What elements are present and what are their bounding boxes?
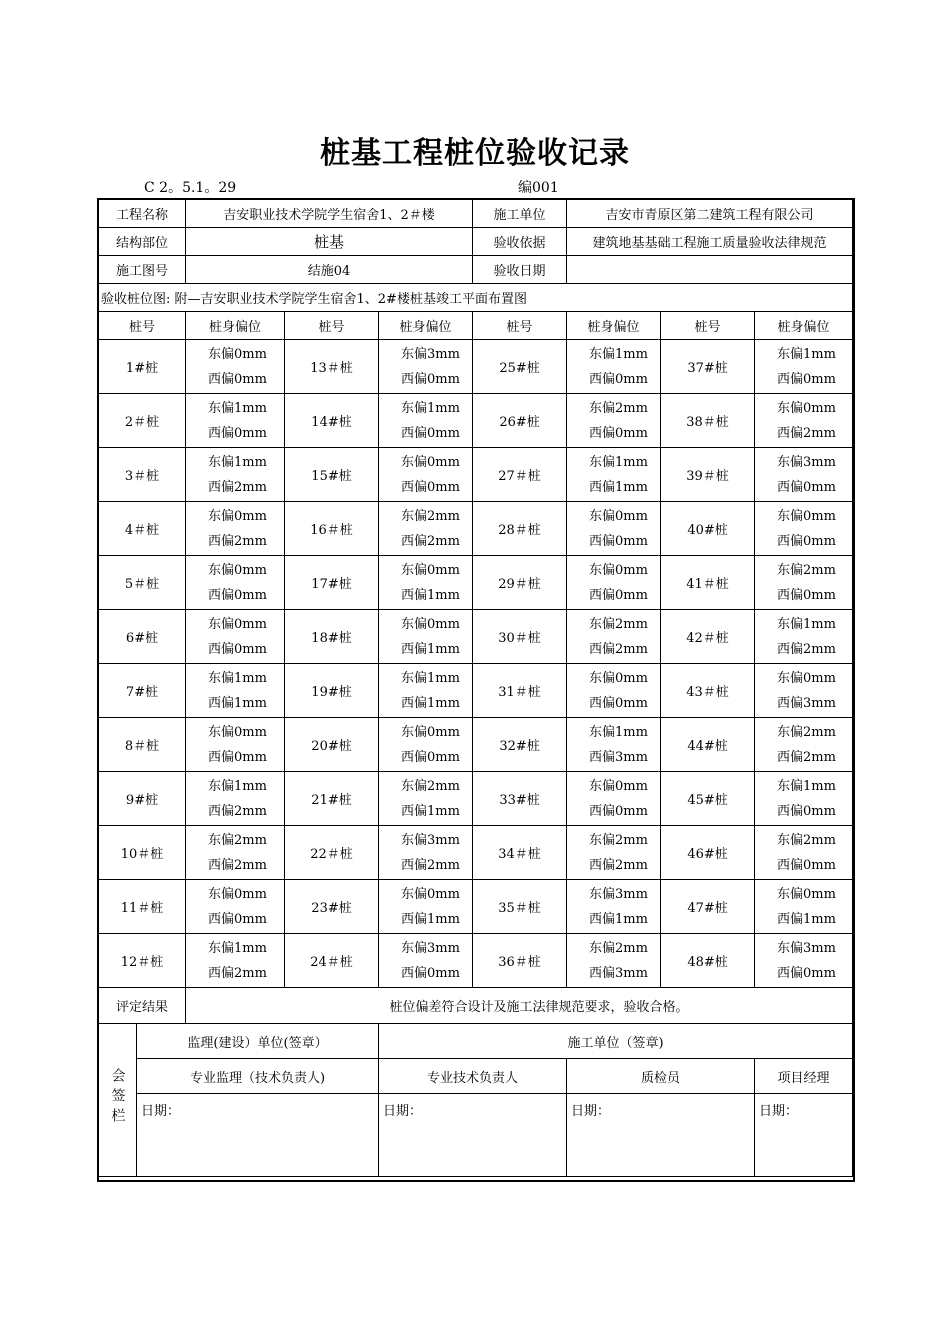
deviation-header: 桩身偏位 bbox=[567, 312, 661, 340]
west-deviation: 西偏1mm bbox=[401, 587, 460, 603]
pile-number: 27＃桩 bbox=[473, 448, 567, 502]
west-deviation: 西偏2mm bbox=[208, 479, 267, 495]
pile-deviation bbox=[755, 826, 853, 880]
contractor-value: 吉安市青原区第二建筑工程有限公司 bbox=[567, 200, 853, 228]
role-project-manager: 项目经理 bbox=[755, 1059, 853, 1094]
form-code: C 2。5.1。29 bbox=[144, 180, 237, 196]
pile-deviation bbox=[567, 502, 661, 556]
pile-deviation bbox=[567, 394, 661, 448]
pile-deviation bbox=[379, 826, 473, 880]
pile-number: 13＃桩 bbox=[285, 340, 379, 394]
structure-label: 结构部位 bbox=[99, 228, 186, 256]
west-deviation: 西偏0mm bbox=[401, 965, 460, 981]
east-deviation: 东偏1mm bbox=[777, 346, 836, 362]
pile-number: 3＃桩 bbox=[99, 448, 186, 502]
east-deviation: 东偏0mm bbox=[589, 508, 648, 524]
west-deviation: 西偏2mm bbox=[208, 857, 267, 873]
table-row bbox=[99, 610, 853, 664]
pile-deviation bbox=[379, 340, 473, 394]
pile-deviation bbox=[186, 664, 285, 718]
table-row bbox=[99, 556, 853, 610]
pile-number: 43＃桩 bbox=[661, 664, 755, 718]
pile-deviation bbox=[186, 448, 285, 502]
east-deviation: 东偏0mm bbox=[589, 778, 648, 794]
east-deviation: 东偏1mm bbox=[208, 400, 267, 416]
pile-number: 40#桩 bbox=[661, 502, 755, 556]
pile-number: 35＃桩 bbox=[473, 880, 567, 934]
pile-number: 26#桩 bbox=[473, 394, 567, 448]
west-deviation: 西偏0mm bbox=[777, 533, 836, 549]
east-deviation: 东偏1mm bbox=[208, 778, 267, 794]
pile-deviation bbox=[567, 448, 661, 502]
east-deviation: 东偏2mm bbox=[777, 724, 836, 740]
pile-deviation bbox=[379, 610, 473, 664]
east-deviation: 东偏0mm bbox=[208, 346, 267, 362]
drawing-label: 施工图号 bbox=[99, 256, 186, 284]
deviation-header: 桩身偏位 bbox=[186, 312, 285, 340]
east-deviation: 东偏0mm bbox=[777, 886, 836, 902]
pile-number: 6#桩 bbox=[99, 610, 186, 664]
west-deviation: 西偏2mm bbox=[208, 965, 267, 981]
table-row bbox=[99, 448, 853, 502]
pile-number: 2＃桩 bbox=[99, 394, 186, 448]
role-supervisor: 专业监理（技术负责人) bbox=[137, 1059, 379, 1094]
pile-number: 22＃桩 bbox=[285, 826, 379, 880]
pile-number: 14#桩 bbox=[285, 394, 379, 448]
pile-deviation bbox=[755, 664, 853, 718]
pile-number: 48#桩 bbox=[661, 934, 755, 988]
pile-deviation bbox=[379, 772, 473, 826]
pile-number: 25#桩 bbox=[473, 340, 567, 394]
east-deviation: 东偏3mm bbox=[401, 832, 460, 848]
pile-number: 23#桩 bbox=[285, 880, 379, 934]
pile-number: 12＃桩 bbox=[99, 934, 186, 988]
pile-deviation bbox=[567, 610, 661, 664]
pile-deviation bbox=[379, 934, 473, 988]
pile-number: 32#桩 bbox=[473, 718, 567, 772]
pile-number: 34＃桩 bbox=[473, 826, 567, 880]
pile-number: 10＃桩 bbox=[99, 826, 186, 880]
west-deviation: 西偏0mm bbox=[589, 695, 648, 711]
pile-deviation bbox=[567, 826, 661, 880]
serial-number: 编001 bbox=[518, 180, 559, 196]
east-deviation: 东偏1mm bbox=[401, 400, 460, 416]
date-field-supervisor[interactable]: 日期： bbox=[137, 1094, 379, 1177]
table-row bbox=[99, 718, 853, 772]
table-row bbox=[99, 502, 853, 556]
table-row bbox=[99, 340, 853, 394]
east-deviation: 东偏0mm bbox=[401, 454, 460, 470]
pile-number: 9#桩 bbox=[99, 772, 186, 826]
pile-deviation bbox=[186, 826, 285, 880]
east-deviation: 东偏2mm bbox=[777, 832, 836, 848]
east-deviation: 东偏2mm bbox=[589, 616, 648, 632]
pile-number: 47#桩 bbox=[661, 880, 755, 934]
west-deviation: 西偏1mm bbox=[589, 911, 648, 927]
role-tech-lead: 专业技术负责人 bbox=[379, 1059, 567, 1094]
pile-number: 15#桩 bbox=[285, 448, 379, 502]
west-deviation: 西偏0mm bbox=[589, 425, 648, 441]
pile-number: 38＃桩 bbox=[661, 394, 755, 448]
plan-note: 验收桩位图: 附—吉安职业技术学院学生宿舍1、2#楼桩基竣工平面布置图 bbox=[99, 284, 853, 312]
pile-deviation bbox=[567, 880, 661, 934]
structure-value: 桩基 bbox=[186, 228, 473, 256]
west-deviation: 西偏0mm bbox=[208, 641, 267, 657]
east-deviation: 东偏2mm bbox=[208, 832, 267, 848]
pile-deviation bbox=[755, 340, 853, 394]
east-deviation: 东偏0mm bbox=[401, 886, 460, 902]
west-deviation: 西偏3mm bbox=[589, 749, 648, 765]
pile-deviation bbox=[379, 448, 473, 502]
east-deviation: 东偏0mm bbox=[208, 508, 267, 524]
pile-deviation bbox=[755, 448, 853, 502]
basis-label: 验收依据 bbox=[473, 228, 567, 256]
west-deviation: 西偏0mm bbox=[589, 587, 648, 603]
pile-deviation bbox=[186, 394, 285, 448]
west-deviation: 西偏0mm bbox=[777, 479, 836, 495]
east-deviation: 东偏0mm bbox=[589, 562, 648, 578]
west-deviation: 西偏1mm bbox=[208, 695, 267, 711]
table-row bbox=[99, 394, 853, 448]
pile-number: 19#桩 bbox=[285, 664, 379, 718]
pile-number: 36＃桩 bbox=[473, 934, 567, 988]
pile-number: 17#桩 bbox=[285, 556, 379, 610]
west-deviation: 西偏2mm bbox=[208, 533, 267, 549]
west-deviation: 西偏0mm bbox=[589, 533, 648, 549]
east-deviation: 东偏2mm bbox=[589, 832, 648, 848]
pile-deviation bbox=[755, 880, 853, 934]
pile-deviation bbox=[755, 610, 853, 664]
date-label: 验收日期 bbox=[473, 256, 567, 284]
pile-deviation bbox=[186, 880, 285, 934]
pile-number: 39＃桩 bbox=[661, 448, 755, 502]
pile-deviation bbox=[755, 502, 853, 556]
east-deviation: 东偏2mm bbox=[589, 400, 648, 416]
countersign-text: 会签栏 bbox=[109, 1068, 126, 1128]
east-deviation: 东偏1mm bbox=[777, 778, 836, 794]
pile-deviation bbox=[755, 556, 853, 610]
east-deviation: 东偏1mm bbox=[777, 616, 836, 632]
drawing-value: 结施04 bbox=[186, 256, 473, 284]
pile-number: 33#桩 bbox=[473, 772, 567, 826]
pile-number: 42＃桩 bbox=[661, 610, 755, 664]
west-deviation: 西偏0mm bbox=[208, 749, 267, 765]
pile-number: 45#桩 bbox=[661, 772, 755, 826]
east-deviation: 东偏2mm bbox=[777, 562, 836, 578]
east-deviation: 东偏3mm bbox=[777, 454, 836, 470]
west-deviation: 西偏2mm bbox=[401, 857, 460, 873]
countersign-side-label bbox=[99, 1024, 137, 1177]
pile-number: 20#桩 bbox=[285, 718, 379, 772]
document-title: 桩基工程桩位验收记录 bbox=[320, 136, 630, 171]
pile-deviation bbox=[379, 502, 473, 556]
east-deviation: 东偏3mm bbox=[777, 940, 836, 956]
west-deviation: 西偏2mm bbox=[589, 641, 648, 657]
pile-no-header: 桩号 bbox=[661, 312, 755, 340]
west-deviation: 西偏0mm bbox=[208, 587, 267, 603]
west-deviation: 西偏0mm bbox=[777, 587, 836, 603]
pile-number: 30＃桩 bbox=[473, 610, 567, 664]
west-deviation: 西偏1mm bbox=[401, 695, 460, 711]
east-deviation: 东偏3mm bbox=[589, 886, 648, 902]
result-value: 桩位偏差符合设计及施工法律规范要求，验收合格。 bbox=[186, 988, 853, 1024]
basis-value: 建筑地基基础工程施工质量验收法律规范 bbox=[567, 228, 853, 256]
west-deviation: 西偏2mm bbox=[208, 803, 267, 819]
pile-deviation bbox=[379, 394, 473, 448]
west-deviation: 西偏2mm bbox=[589, 857, 648, 873]
table-row bbox=[99, 934, 853, 988]
west-deviation: 西偏0mm bbox=[777, 965, 836, 981]
contractor-label: 施工单位 bbox=[473, 200, 567, 228]
pile-no-header: 桩号 bbox=[99, 312, 186, 340]
east-deviation: 东偏3mm bbox=[401, 346, 460, 362]
east-deviation: 东偏0mm bbox=[401, 616, 460, 632]
east-deviation: 东偏1mm bbox=[589, 346, 648, 362]
pile-deviation bbox=[379, 556, 473, 610]
west-deviation: 西偏1mm bbox=[401, 641, 460, 657]
east-deviation: 东偏0mm bbox=[777, 670, 836, 686]
date-value bbox=[567, 256, 853, 284]
pile-rows bbox=[99, 340, 853, 988]
result-label: 评定结果 bbox=[99, 988, 186, 1024]
west-deviation: 西偏3mm bbox=[589, 965, 648, 981]
east-deviation: 东偏1mm bbox=[208, 940, 267, 956]
pile-number: 21#桩 bbox=[285, 772, 379, 826]
east-deviation: 东偏0mm bbox=[589, 670, 648, 686]
pile-deviation bbox=[379, 880, 473, 934]
east-deviation: 东偏0mm bbox=[777, 400, 836, 416]
pile-deviation bbox=[755, 394, 853, 448]
west-deviation: 西偏1mm bbox=[777, 911, 836, 927]
east-deviation: 东偏0mm bbox=[208, 616, 267, 632]
pile-deviation bbox=[186, 934, 285, 988]
pile-deviation bbox=[755, 934, 853, 988]
pile-deviation bbox=[186, 772, 285, 826]
east-deviation: 东偏0mm bbox=[208, 562, 267, 578]
east-deviation: 东偏0mm bbox=[777, 508, 836, 524]
west-deviation: 西偏0mm bbox=[589, 371, 648, 387]
west-deviation: 西偏2mm bbox=[401, 533, 460, 549]
pile-deviation bbox=[567, 718, 661, 772]
east-deviation: 东偏1mm bbox=[208, 454, 267, 470]
east-deviation: 东偏1mm bbox=[401, 670, 460, 686]
project-name-value: 吉安职业技术学院学生宿舍1、2＃楼 bbox=[186, 200, 473, 228]
pile-number: 5＃桩 bbox=[99, 556, 186, 610]
west-deviation: 西偏1mm bbox=[589, 479, 648, 495]
east-deviation: 东偏2mm bbox=[589, 940, 648, 956]
pile-no-header: 桩号 bbox=[285, 312, 379, 340]
west-deviation: 西偏0mm bbox=[208, 911, 267, 927]
table-row bbox=[99, 772, 853, 826]
pile-number: 18#桩 bbox=[285, 610, 379, 664]
deviation-header: 桩身偏位 bbox=[755, 312, 853, 340]
west-deviation: 西偏0mm bbox=[208, 371, 267, 387]
table-row bbox=[99, 826, 853, 880]
east-deviation: 东偏0mm bbox=[401, 562, 460, 578]
pile-deviation bbox=[186, 718, 285, 772]
pile-no-header: 桩号 bbox=[473, 312, 567, 340]
pile-deviation bbox=[567, 556, 661, 610]
deviation-header: 桩身偏位 bbox=[379, 312, 473, 340]
east-deviation: 东偏2mm bbox=[401, 778, 460, 794]
west-deviation: 西偏0mm bbox=[401, 479, 460, 495]
pile-deviation bbox=[567, 772, 661, 826]
pile-deviation bbox=[379, 664, 473, 718]
pile-number: 1#桩 bbox=[99, 340, 186, 394]
east-deviation: 东偏1mm bbox=[589, 724, 648, 740]
west-deviation: 西偏0mm bbox=[208, 425, 267, 441]
west-deviation: 西偏0mm bbox=[777, 803, 836, 819]
east-deviation: 东偏0mm bbox=[208, 724, 267, 740]
west-deviation: 西偏0mm bbox=[589, 803, 648, 819]
pile-deviation bbox=[186, 610, 285, 664]
pile-number: 29＃桩 bbox=[473, 556, 567, 610]
west-deviation: 西偏3mm bbox=[777, 695, 836, 711]
pile-number: 7#桩 bbox=[99, 664, 186, 718]
pile-number: 28＃桩 bbox=[473, 502, 567, 556]
pile-deviation bbox=[379, 718, 473, 772]
pile-deviation bbox=[186, 502, 285, 556]
pile-number: 37#桩 bbox=[661, 340, 755, 394]
table-row bbox=[99, 880, 853, 934]
contractor-unit-label: 施工单位（签章) bbox=[379, 1024, 853, 1059]
east-deviation: 东偏0mm bbox=[208, 886, 267, 902]
west-deviation: 西偏2mm bbox=[777, 641, 836, 657]
east-deviation: 东偏3mm bbox=[401, 940, 460, 956]
pile-deviation bbox=[567, 340, 661, 394]
west-deviation: 西偏0mm bbox=[401, 749, 460, 765]
pile-number: 8＃桩 bbox=[99, 718, 186, 772]
west-deviation: 西偏0mm bbox=[777, 857, 836, 873]
date-field-project-manager[interactable]: 日期： bbox=[755, 1094, 853, 1177]
table-row bbox=[99, 664, 853, 718]
pile-deviation bbox=[567, 664, 661, 718]
east-deviation: 东偏1mm bbox=[208, 670, 267, 686]
pile-deviation bbox=[755, 718, 853, 772]
pile-number: 44#桩 bbox=[661, 718, 755, 772]
west-deviation: 西偏0mm bbox=[777, 371, 836, 387]
project-name-label: 工程名称 bbox=[99, 200, 186, 228]
pile-number: 4＃桩 bbox=[99, 502, 186, 556]
west-deviation: 西偏1mm bbox=[401, 911, 460, 927]
column-header-row bbox=[99, 312, 853, 340]
pile-deviation bbox=[186, 556, 285, 610]
supervisor-unit-label: 监理(建设）单位(签章） bbox=[137, 1024, 379, 1059]
pile-deviation bbox=[567, 934, 661, 988]
west-deviation: 西偏2mm bbox=[777, 425, 836, 441]
date-field-inspector[interactable]: 日期： bbox=[567, 1094, 755, 1177]
pile-number: 31＃桩 bbox=[473, 664, 567, 718]
pile-deviation bbox=[755, 772, 853, 826]
east-deviation: 东偏0mm bbox=[401, 724, 460, 740]
pile-number: 24＃桩 bbox=[285, 934, 379, 988]
west-deviation: 西偏2mm bbox=[777, 749, 836, 765]
west-deviation: 西偏1mm bbox=[401, 803, 460, 819]
east-deviation: 东偏1mm bbox=[589, 454, 648, 470]
pile-number: 16＃桩 bbox=[285, 502, 379, 556]
pile-number: 11＃桩 bbox=[99, 880, 186, 934]
east-deviation: 东偏2mm bbox=[401, 508, 460, 524]
pile-number: 41＃桩 bbox=[661, 556, 755, 610]
date-field-tech-lead[interactable]: 日期： bbox=[379, 1094, 567, 1177]
role-inspector: 质检员 bbox=[567, 1059, 755, 1094]
inspection-table bbox=[98, 199, 853, 1177]
pile-number: 46#桩 bbox=[661, 826, 755, 880]
pile-deviation bbox=[186, 340, 285, 394]
west-deviation: 西偏0mm bbox=[401, 425, 460, 441]
west-deviation: 西偏0mm bbox=[401, 371, 460, 387]
